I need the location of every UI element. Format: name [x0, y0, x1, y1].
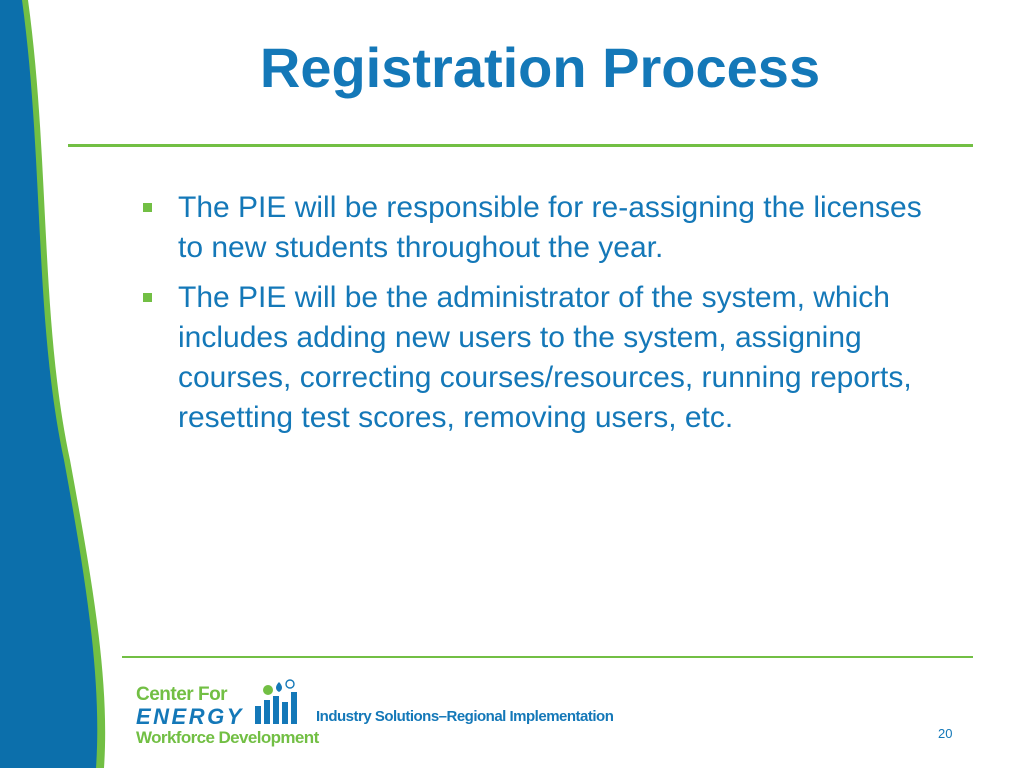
logo-line-energy: ENERGY — [136, 704, 244, 729]
page-number: 20 — [938, 726, 953, 741]
slide-title: Registration Process — [259, 36, 821, 99]
square-bullet-icon — [143, 293, 152, 302]
energy-icons-mark-icon — [252, 678, 302, 724]
bullet-text: The PIE will be the administrator of the system, which includes adding new users to the system, assigning courses, correcting courses/resources, running reports, resetting test scores, removing users, etc. — [178, 281, 912, 434]
square-bullet-icon — [143, 203, 152, 212]
bullet-text: The PIE will be responsible for re-assigning the licenses to new students throughout the year. — [178, 191, 922, 264]
bullet-item — [140, 188, 930, 268]
center-for-energy-logo — [136, 678, 614, 750]
bullet-list — [140, 188, 930, 448]
logo-line-center-for: Center For — [136, 684, 228, 705]
left-decorative-band — [0, 0, 140, 768]
logo-line-workforce: Workforce Development — [136, 728, 319, 747]
footer-divider — [122, 656, 973, 658]
title-divider — [68, 144, 973, 147]
bullet-item — [140, 278, 930, 438]
logo-tagline: Industry Solutions–Regional Implementation — [316, 708, 614, 725]
